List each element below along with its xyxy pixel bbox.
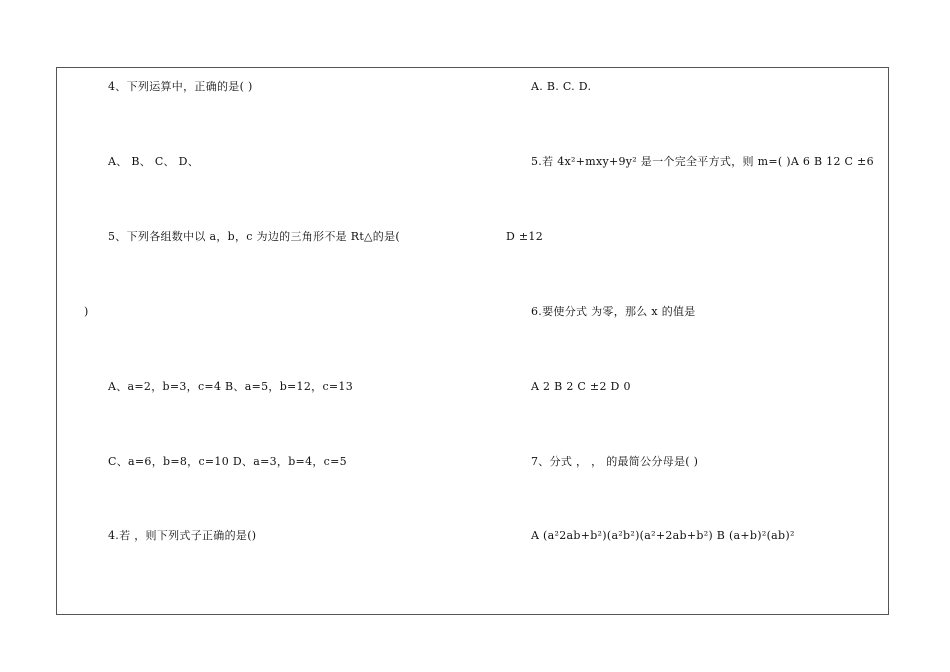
question-5-close-paren: ) [84, 305, 89, 318]
question-5-options-ab: A、a=2，b=3，c=4 B、a=5，b=12，c=13 [108, 380, 354, 393]
question-6-options: A 2 B 2 C ±2 D 0 [531, 380, 631, 393]
question-4-title: 4、下列运算中，正确的是( ) [108, 80, 253, 93]
question-7-options: A (a²2ab+b²)(a²b²)(a²+2ab+b²) B (a+b)²(ab)² [531, 529, 795, 542]
question-5-options-cd: C、a=6，b=8，c=10 D、a=3，b=4，c=5 [108, 455, 347, 468]
question-5-title: 5、下列各组数中以 a，b，c 为边的三角形不是 Rt△的是( [108, 230, 401, 243]
question-7-title: 7、分式 ， ， 的最简公分母是( ) [531, 455, 699, 468]
question-4-options: A、 B、 C、 D、 [108, 155, 200, 168]
question-4b-title: 4.若 ，则下列式子正确的是() [108, 529, 257, 542]
question-6-title: 6.要使分式 为零，那么 x 的值是 [531, 305, 696, 318]
question-5-right-option-d: D ±12 [506, 230, 544, 243]
question-5-right-title: 5.若 4x²+mxy+9y² 是一个完全平方式，则 m=( )A 6 B 12 C ±6 [531, 155, 874, 168]
previous-question-options: A. B. C. D. [531, 80, 592, 93]
